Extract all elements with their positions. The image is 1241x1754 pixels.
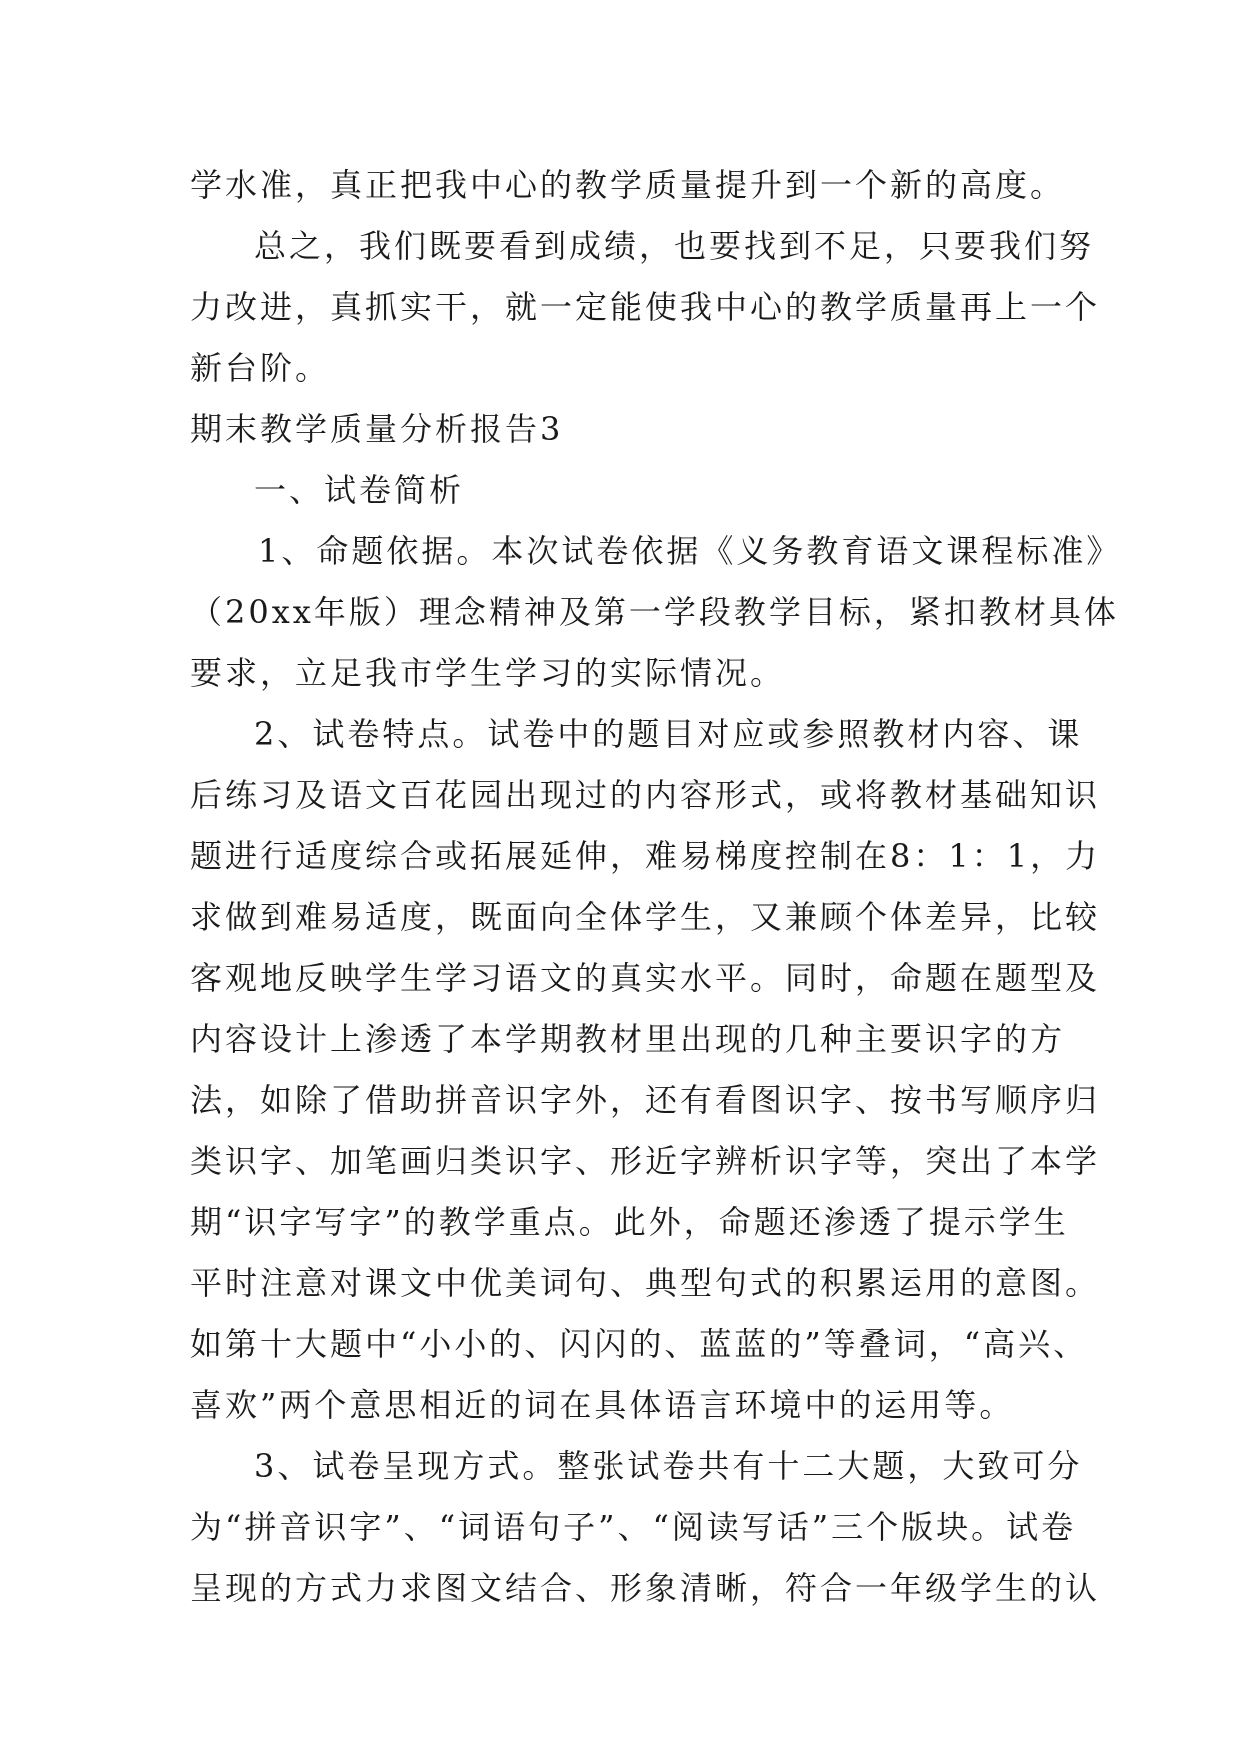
paragraph-line: 3、试卷呈现方式。整张试卷共有十二大题，大致可分 xyxy=(254,1447,1083,1485)
paragraph-line: 为“拼音识字”、“词语句子”、“阅读写话”三个版块。试卷 xyxy=(190,1508,1077,1546)
paragraph-line: 总之，我们既要看到成绩，也要找到不足，只要我们努 xyxy=(254,227,1095,265)
paragraph-line: 期“识字写字”的教学重点。此外，命题还渗透了提示学生 xyxy=(190,1203,1069,1241)
subsection-heading: 一、试卷简析 xyxy=(254,471,465,509)
paragraph-line: 客观地反映学生学习语文的真实水平。同时，命题在题型及 xyxy=(190,959,1101,997)
paragraph-line: 喜欢”两个意思相近的词在具体语言环境中的运用等。 xyxy=(190,1386,1015,1424)
paragraph-line: 新台阶。 xyxy=(190,349,331,387)
paragraph-line: 题进行适度综合或拓展延伸，难易梯度控制在8：1：1，力 xyxy=(190,837,1101,875)
document-body xyxy=(190,155,1122,1619)
paragraph-line: 要求，立足我市学生学习的实际情况。 xyxy=(190,654,786,692)
paragraph-line: 1、命题依据。本次试卷依据《义务教育语文课程标准》 xyxy=(258,532,1122,570)
paragraph-line: 后练习及语文百花园出现过的内容形式，或将教材基础知识 xyxy=(190,776,1101,814)
paragraph-line: 呈现的方式力求图文结合、形象清晰，符合一年级学生的认 xyxy=(190,1569,1101,1607)
paragraph-line: 2、试卷特点。试卷中的题目对应或参照教材内容、课 xyxy=(254,715,1083,753)
paragraph-line: 平时注意对课文中优美词句、典型句式的积累运用的意图。 xyxy=(190,1264,1101,1302)
paragraph-line: （20xx年版）理念精神及第一学段教学目标，紧扣教材具体 xyxy=(190,593,1119,631)
paragraph-line: 力改进，真抓实干，就一定能使我中心的教学质量再上一个 xyxy=(190,288,1101,326)
paragraph-line: 学水准，真正把我中心的教学质量提升到一个新的高度。 xyxy=(190,166,1066,204)
paragraph-line: 如第十大题中“小小的、闪闪的、蓝蓝的”等叠词，“高兴、 xyxy=(190,1325,1089,1363)
paragraph-line: 法，如除了借助拼音识字外，还有看图识字、按书写顺序归 xyxy=(190,1081,1101,1119)
paragraph-line: 类识字、加笔画归类识字、形近字辨析识字等，突出了本学 xyxy=(190,1142,1101,1180)
section-title: 期末教学质量分析报告3 xyxy=(190,410,564,448)
paragraph-line: 求做到难易适度，既面向全体学生，又兼顾个体差异，比较 xyxy=(190,898,1101,936)
paragraph-line: 内容设计上渗透了本学期教材里出现的几种主要识字的方 xyxy=(190,1020,1066,1058)
